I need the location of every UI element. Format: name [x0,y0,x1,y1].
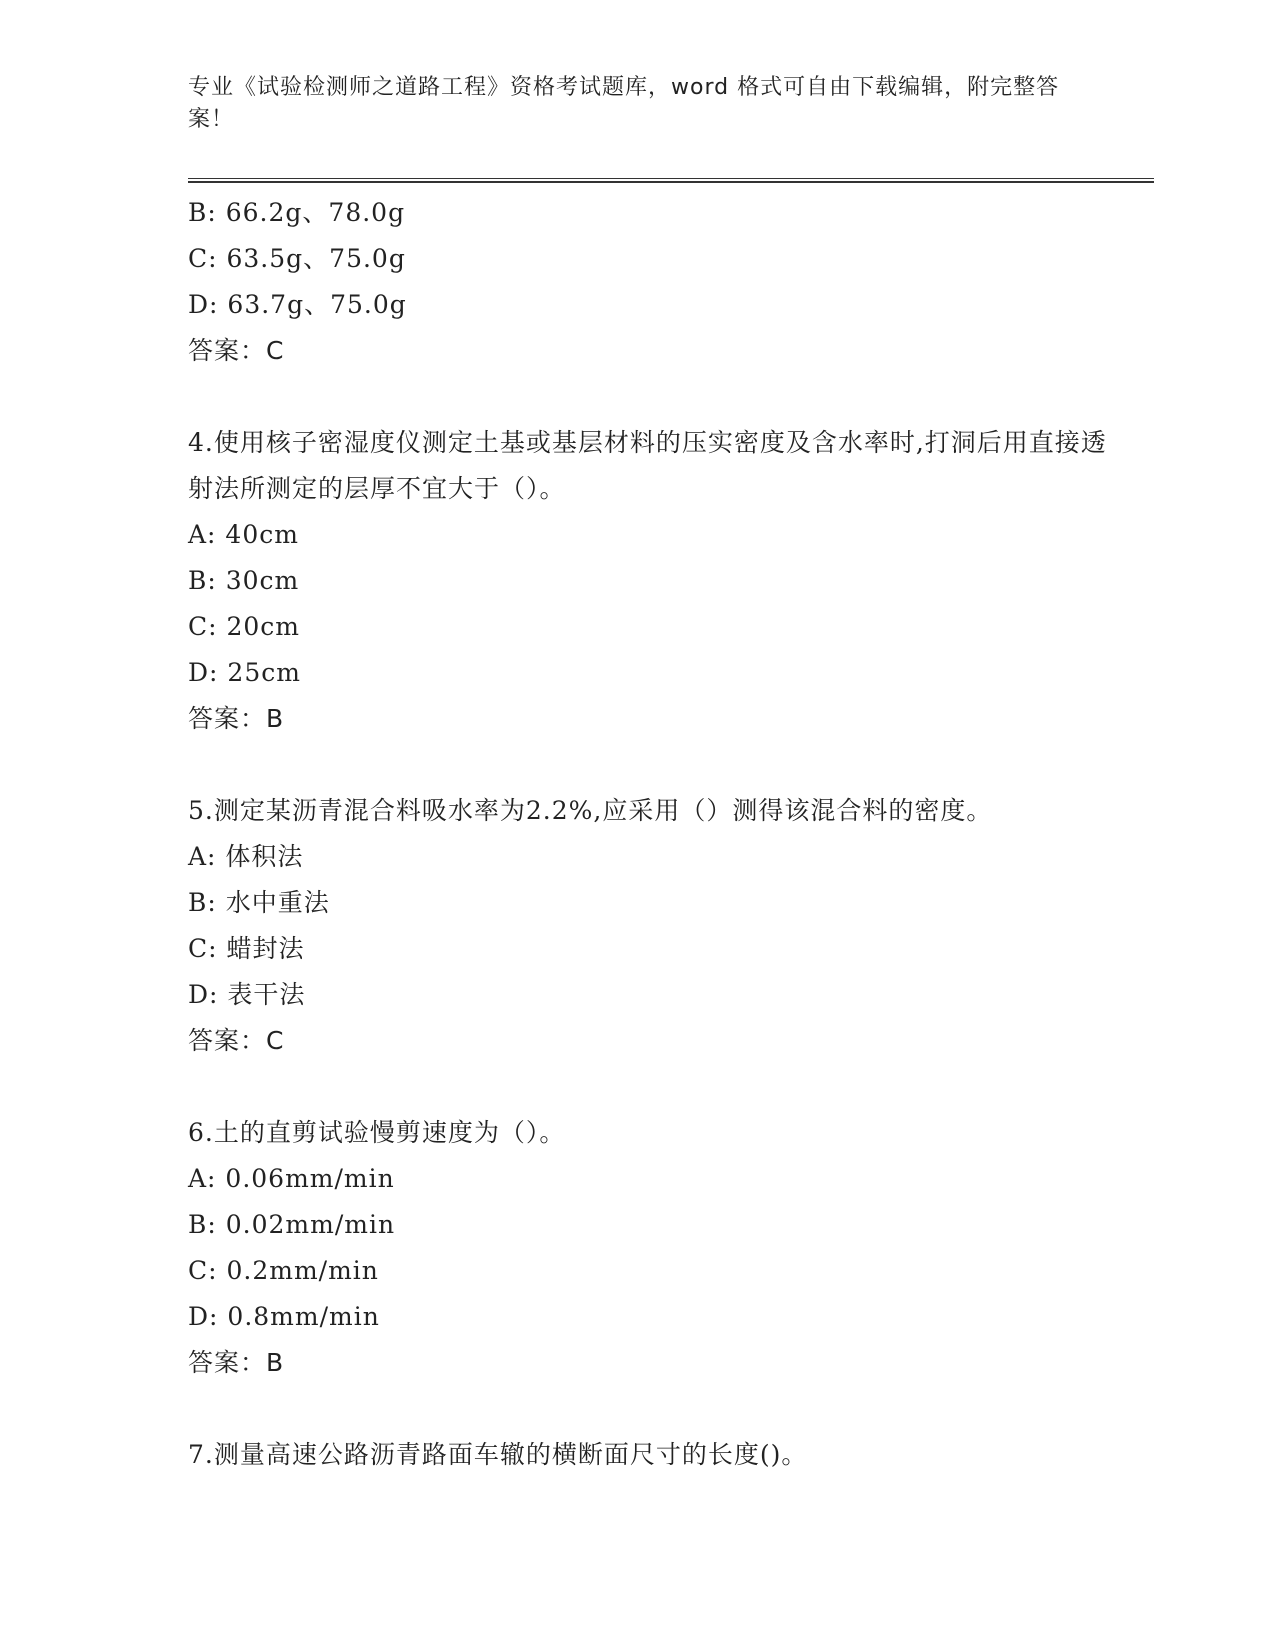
page-header: 专业《试验检测师之道路工程》资格考试题库，word 格式可自由下载编辑，附完整答案！ [188,75,1060,132]
question-5 [188,788,1118,1064]
answer: 答案：C [188,1026,285,1055]
option-d: D: 表干法 [188,980,306,1009]
answer: 答案：B [188,704,285,733]
option-a: A: 40cm [188,520,299,549]
option-c: C: 0.2mm/min [188,1256,379,1285]
question-4 [188,420,1118,742]
option-a: A: 0.06mm/min [188,1164,395,1193]
question-stem: 4.使用核子密湿度仪测定土基或基层材料的压实密度及含水率时,打洞后用直接透射法所测定的层厚不宜大于（）。 [188,428,1107,503]
answer: 答案：C [188,336,285,365]
question-7 [188,1432,1118,1478]
option-c: C: 63.5g、75.0g [188,244,406,273]
question-6 [188,1110,1118,1386]
option-c: C: 蜡封法 [188,934,305,963]
header-double-rule [188,178,1154,183]
question-stem: 7.测量高速公路沥青路面车辙的横断面尺寸的长度()。 [188,1440,808,1469]
option-b: B: 0.02mm/min [188,1210,396,1239]
question-stem: 5.测定某沥青混合料吸水率为2.2%,应采用（）测得该混合料的密度。 [188,796,993,825]
question-stem: 6.土的直剪试验慢剪速度为（）。 [188,1118,566,1147]
option-d: D: 25cm [188,658,301,687]
option-d: D: 0.8mm/min [188,1302,380,1331]
option-b: B: 30cm [188,566,300,595]
answer: 答案：B [188,1348,285,1377]
option-b: B: 66.2g、78.0g [188,198,406,227]
option-d: D: 63.7g、75.0g [188,290,407,319]
document-body [188,190,1118,1478]
option-b: B: 水中重法 [188,888,330,917]
option-c: C: 20cm [188,612,301,641]
option-a: A: 体积法 [188,842,304,871]
